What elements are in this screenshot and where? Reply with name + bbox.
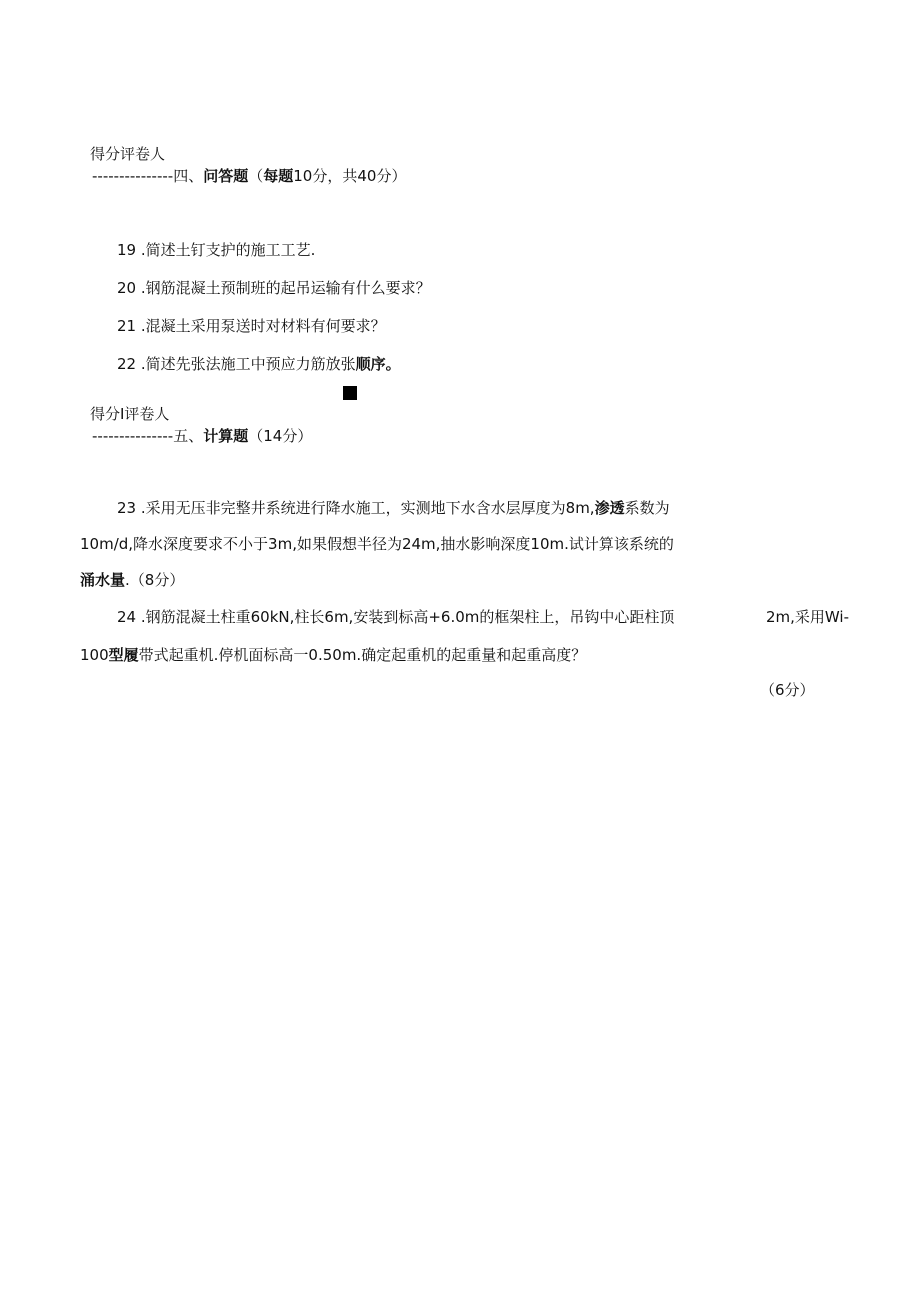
question-text-bold: 渗透 <box>594 499 625 517</box>
question-24-points: （6分） <box>760 681 815 699</box>
section-5-points: （14分） <box>248 427 313 445</box>
section-4-dashes: --------------- <box>92 167 174 185</box>
question-24-line-1 <box>117 607 674 627</box>
question-number: 20 <box>117 279 137 297</box>
question-number: 23 <box>117 499 137 517</box>
question-number: 22 <box>117 355 137 373</box>
section-5-prefix: 五、 <box>173 427 204 445</box>
question-text: .简述先张法施工中预应力筋放张 <box>140 355 356 373</box>
question-text: .混凝土采用泵送时对材料有何要求？ <box>140 317 386 335</box>
score-reviewer-label-5: 得分I评卷人 <box>90 405 170 423</box>
question-text: 100 <box>80 646 109 664</box>
section-5-dashes: --------------- <box>92 427 174 445</box>
section-5-title: 计算题 <box>203 427 249 445</box>
section-4-title: 问答题 <box>203 167 249 185</box>
question-points: .（8分） <box>125 571 185 589</box>
section-4-prefix: 四、 <box>173 167 204 185</box>
section-4-points: 10分，共40分） <box>293 167 407 185</box>
question-text-bold: 顺序。 <box>355 355 401 373</box>
question-19 <box>117 240 315 260</box>
question-text-bold: 型履 <box>108 646 139 664</box>
question-24-line-1-tail: 2m,采用Wi- <box>766 608 850 626</box>
question-22 <box>117 354 401 374</box>
question-text: 带式起重机.停机面标高一0.50m.确定起重机的起重量和起重高度？ <box>138 646 587 664</box>
question-23-line-1 <box>117 498 670 518</box>
black-square-mark <box>343 386 357 400</box>
question-23-line-3 <box>80 570 184 590</box>
question-text: .钢筋混凝土柱重60kN,柱长6m,安装到标高+6.0m的框架柱上，吊钩中心距柱顶 <box>140 608 675 626</box>
question-number: 19 <box>117 241 137 259</box>
question-23-line-2: 10m/d,降水深度要求不小于3m,如果假想半径为24m,抽水影响深度10m.试计算该系统的 <box>80 535 674 553</box>
question-text-bold: 涌水量 <box>80 571 126 589</box>
question-number: 21 <box>117 317 137 335</box>
section-4-per-question: 每题 <box>263 167 294 185</box>
section-4-heading <box>92 166 406 186</box>
question-24-line-2 <box>80 645 586 665</box>
score-reviewer-label-4: 得分评卷人 <box>90 145 166 163</box>
question-text: .钢筋混凝土预制班的起吊运输有什么要求？ <box>140 279 431 297</box>
question-20 <box>117 278 431 298</box>
question-number: 24 <box>117 608 137 626</box>
question-21 <box>117 316 386 336</box>
question-text: .采用无压非完整井系统进行降水施工，实测地下水含水层厚度为8m, <box>140 499 595 517</box>
section-5-heading <box>92 426 312 446</box>
question-text: .简述土钉支护的施工工艺. <box>140 241 316 259</box>
section-4-paren: （ <box>248 167 264 185</box>
question-text: 系数为 <box>624 499 670 517</box>
